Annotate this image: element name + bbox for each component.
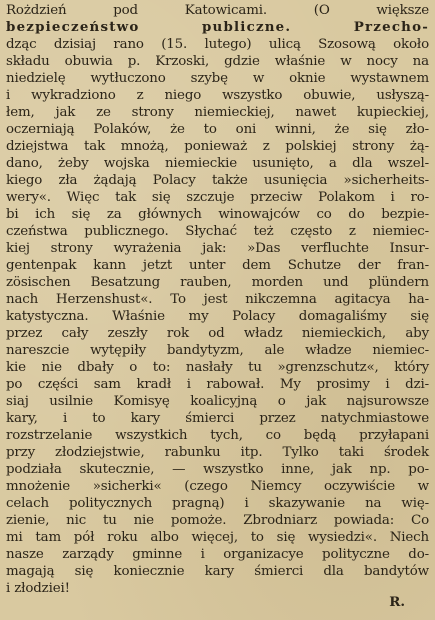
article-line: zienie, nic tu nie pomoże. Zbrodniarz powiada: Co bbox=[6, 513, 429, 528]
author-signature: R. bbox=[389, 594, 405, 610]
article-line: kie nie dbały o to: nasłały tu »grenzschutz«, który bbox=[6, 360, 429, 375]
article-line: siaj usilnie Komisyę koalicyjną o jak najsurowsze bbox=[6, 394, 429, 409]
article-line: magają się koniecznie kary śmierci dla bandytów bbox=[6, 564, 429, 579]
article-line: podziała skutecznie, — wszystko inne, jak np. po- bbox=[6, 462, 429, 477]
article-line: kiego zła żądają Polacy także usunięcia »sicherheits- bbox=[6, 173, 429, 188]
article-line: oczerniają Polaków, że to oni winni, że się zło- bbox=[6, 122, 429, 137]
article-line: przy złodziejstwie, rabunku itp. Tylko taki środek bbox=[6, 445, 429, 460]
article-line: niedzielę wytłuczono szybę w oknie wystawnem bbox=[6, 71, 429, 86]
article-line: dano, żeby wojska niemieckie usunięto, a dla wszel- bbox=[6, 156, 429, 171]
article-line: Rożdzień pod Katowicami. (O większe bbox=[6, 3, 429, 18]
article-line: łem, jak ze strony niemieckiej, nawet kupieckiej, bbox=[6, 105, 429, 120]
article-line: bezpieczeństwo publiczne. Przecho- bbox=[6, 19, 429, 35]
article-line: nasze zarządy gminne i organizacye polityczne do- bbox=[6, 547, 429, 562]
article-line: wery«. Więc tak się szczuje przeciw Polakom i ro- bbox=[6, 190, 429, 205]
article-line: i wykradziono z niego wszystko obuwie, usłyszą- bbox=[6, 88, 429, 103]
article-line: katystyczna. Właśnie my Polacy domagaliśmy się bbox=[6, 309, 429, 324]
article-line: rozstrzelanie wszystkich tych, co będą przyłapani bbox=[6, 428, 429, 443]
article-line: przez cały zeszły rok od władz niemieckich, aby bbox=[6, 326, 429, 341]
article-line: bi ich się za głównych winowajców co do bezpie- bbox=[6, 207, 429, 222]
article-line: po części sam kradł i rabował. My prosimy i dzi- bbox=[6, 377, 429, 392]
article-line: gentenpak kann jetzt unter dem Schutze der fran- bbox=[6, 258, 429, 273]
article-line: i złodziei! bbox=[6, 581, 70, 596]
article-line: dząc dzisiaj rano (15. lutego) ulicą Szosową około bbox=[6, 37, 429, 52]
article-line: nareszcie wytępiły bandytyzm, ale władze niemiec- bbox=[6, 343, 429, 358]
article-line: mnożenie »sicherki« (czego Niemcy oczywiście w bbox=[6, 479, 429, 494]
article-line: dziejstwa tak mnożą, ponieważ z polskiej strony żą- bbox=[6, 139, 429, 154]
article-line: nach Herzenshust«. To jest nikczemna agitacya ha- bbox=[6, 292, 429, 307]
article-line: celach politycznych pragną) i skazywanie na wię- bbox=[6, 496, 429, 511]
article-line: składu obuwia p. Krzoski, gdzie właśnie w nocy na bbox=[6, 54, 429, 69]
article-line: czeństwa publicznego. Słychać też często z niemiec- bbox=[6, 224, 429, 239]
article-line: kiej strony wyrażenia jak: »Das verfluchte Insur- bbox=[6, 241, 429, 256]
article-line: zösischen Besatzung rauben, morden und plündern bbox=[6, 275, 429, 290]
article-line: mi tam pół roku albo więcej, to się wysiedzi«. Niech bbox=[6, 530, 429, 545]
article-line: kary, i to kary śmierci przez natychmiastowe bbox=[6, 411, 429, 426]
